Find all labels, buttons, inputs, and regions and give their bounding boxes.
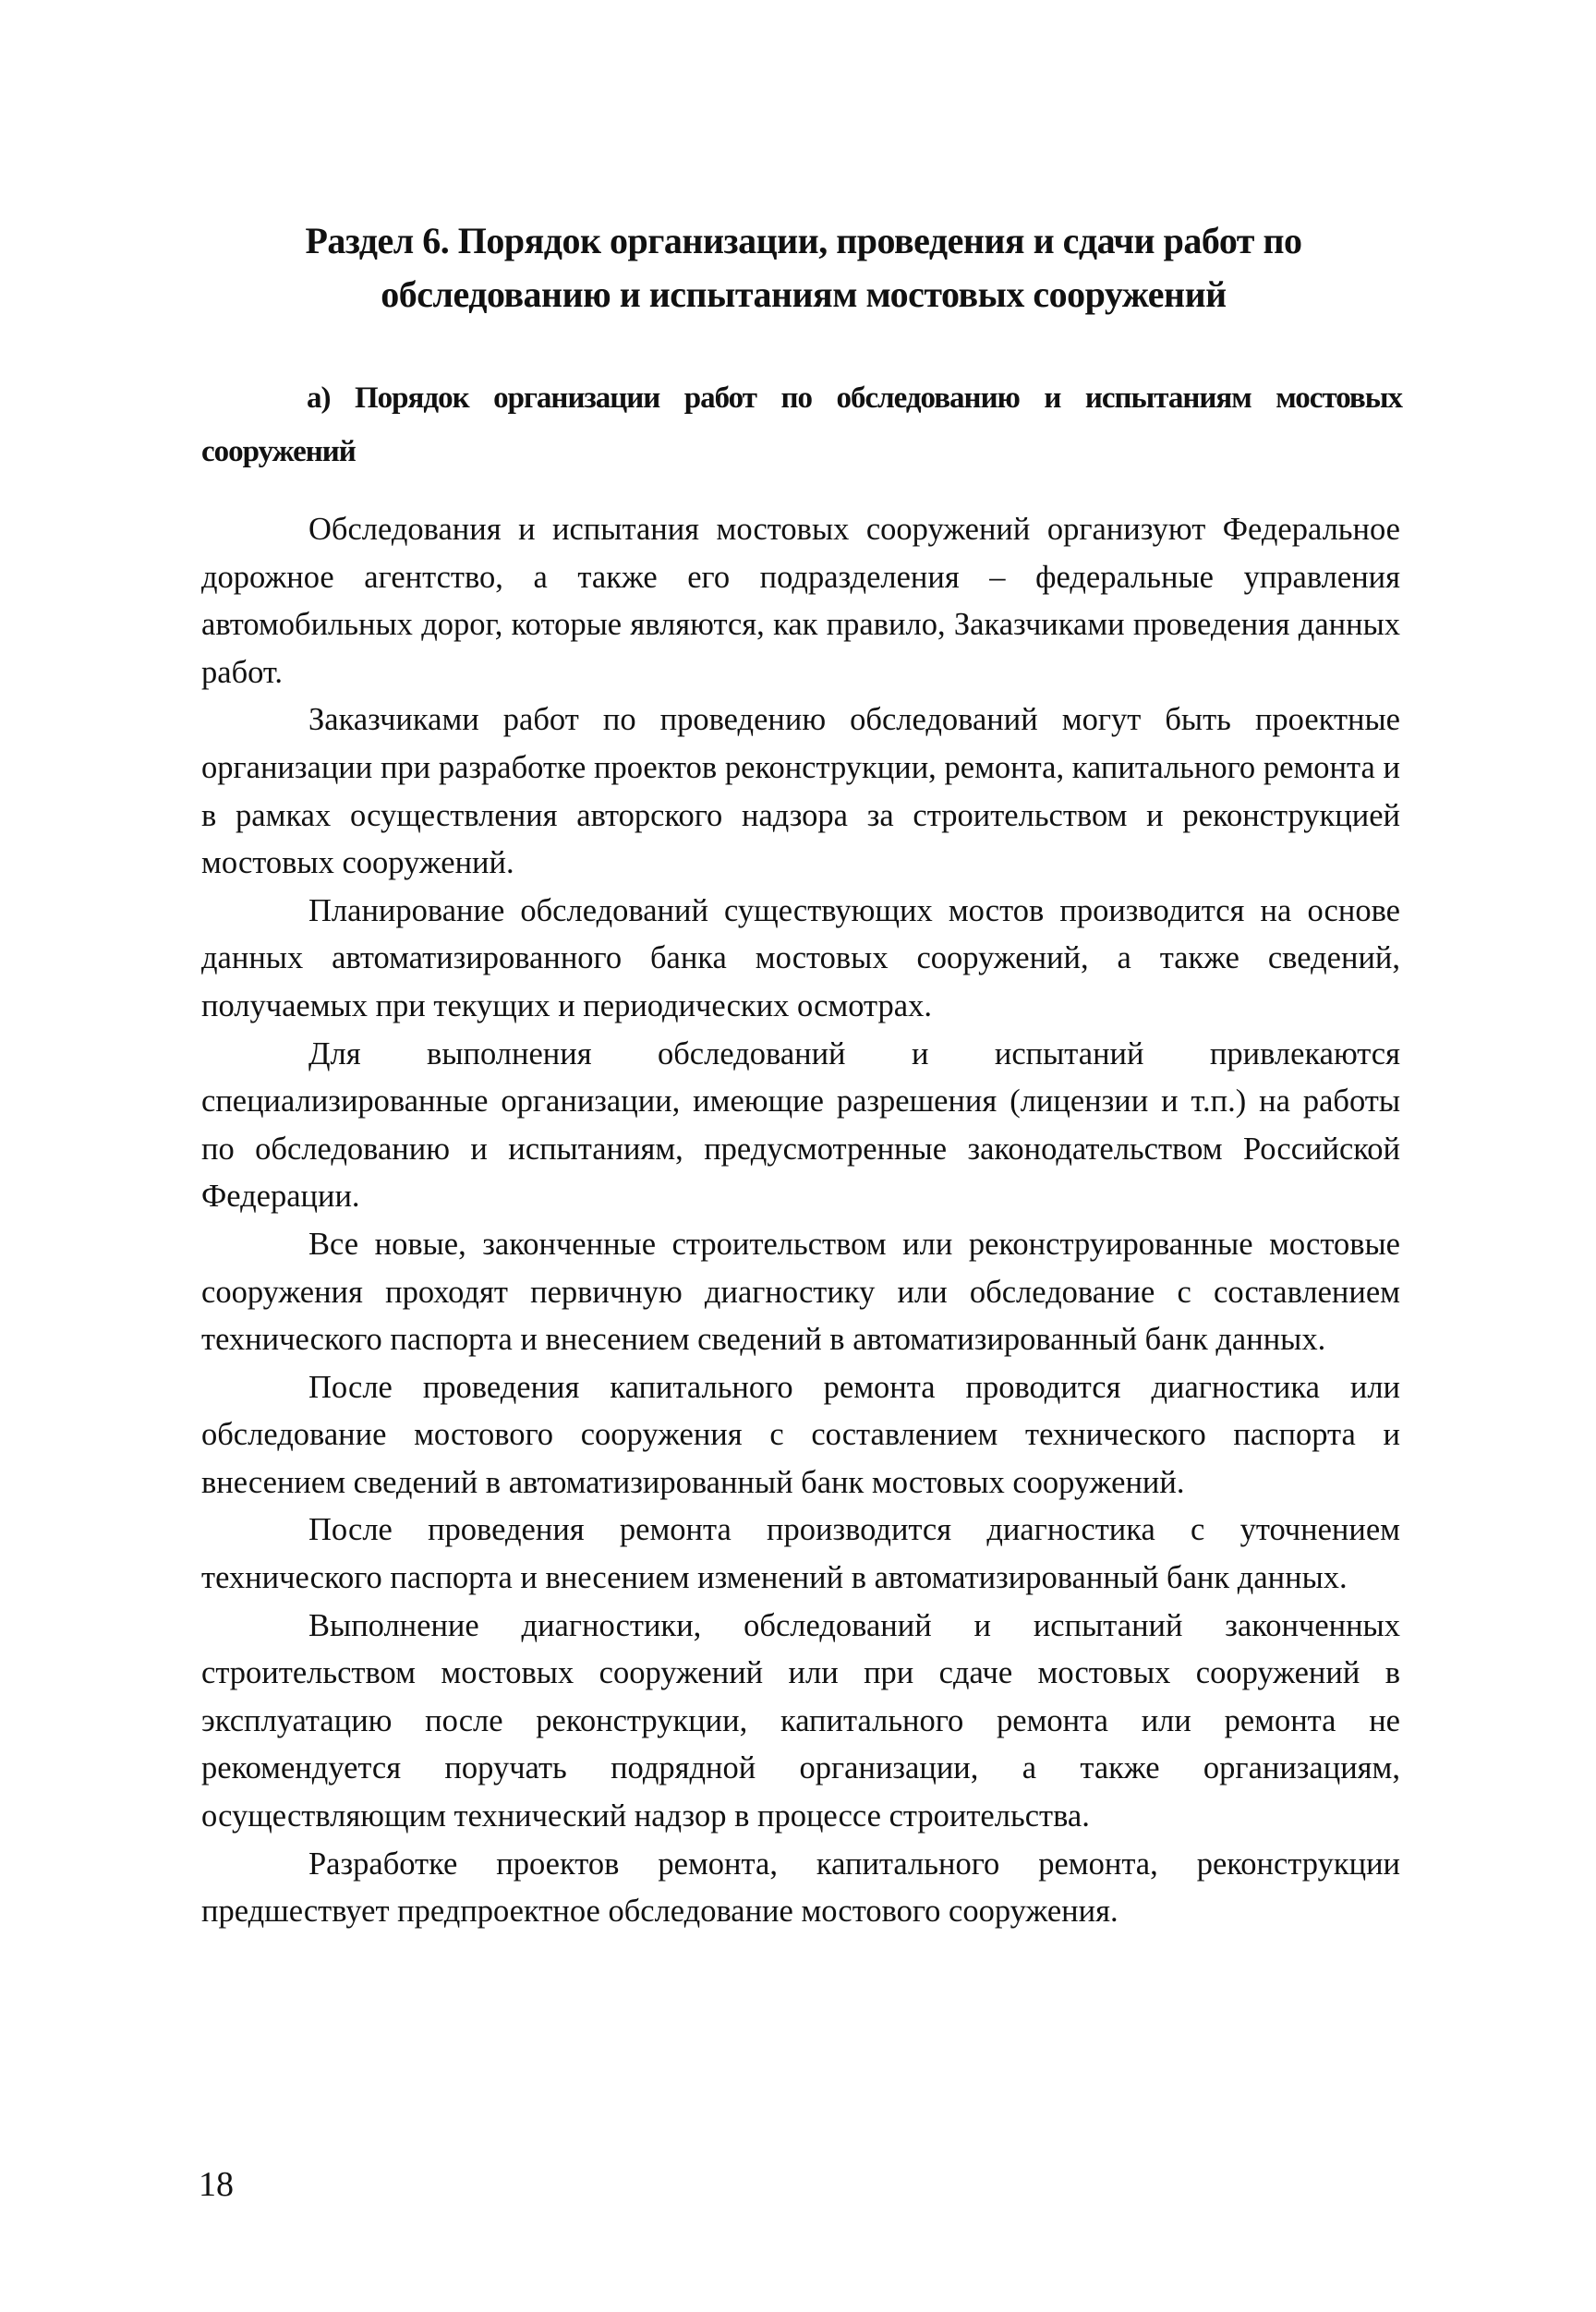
paragraph: Обследования и испытания мостовых сооружений организуют Федеральное дорожное агентство, а также его подразделения – федеральные управления автомобильных дорог, которые являются, как правило, Заказчиками проведения данных работ. bbox=[201, 512, 1400, 690]
paragraph: Заказчиками работ по проведению обследований могут быть проектные организации при разработке проектов реконструкции, ремонта, капитального ремонта и в рамках осуществления авторского надзора за строительством и реконструкцией мостовых сооружений. bbox=[201, 702, 1400, 881]
paragraph: Планирование обследований существующих мостов производится на основе данных автоматизированного банка мостовых сооружений, а также сведений, получаемых при текущих и периодических осмотрах. bbox=[201, 892, 1400, 1023]
paragraph: Выполнение диагностики, обследований и испытаний законченных строительством мостовых сооружений или при сдаче мостовых сооружений в эксплуатацию после реконструкции, капитального ремонта или ремонта не рекомендуется поручать подрядной организации, а также организациям, осуществляющим технический надзор в процессе строительства. bbox=[201, 1607, 1400, 1834]
paragraph: После проведения ремонта производится диагностика с уточнением технического паспорта и внесением изменений в автоматизированный банк данных. bbox=[201, 1512, 1400, 1596]
subsection-title: а) Порядок организации работ по обследованию и испытаниям мостовых сооружений bbox=[201, 381, 1402, 468]
paragraph: После проведения капитального ремонта проводится диагностика или обследование мостового сооружения с составлением технического паспорта и внесением сведений в автоматизированный банк мостовых сооружений. bbox=[201, 1369, 1400, 1500]
body-text bbox=[201, 506, 1400, 1936]
paragraph: Разработке проектов ремонта, капитального ремонта, реконструкции предшествует предпроектное обследование мостового сооружения. bbox=[201, 1846, 1400, 1930]
section-title: Раздел 6. Порядок организации, проведения и сдачи работ по обследованию и испытаниям мостовых сооружений bbox=[305, 220, 1302, 315]
paragraph: Все новые, законченные строительством или реконструированные мостовые сооружения проходят первичную диагностику или обследование с составлением технического паспорта и внесением сведений в автоматизированный банк данных. bbox=[201, 1226, 1400, 1358]
paragraph: Для выполнения обследований и испытаний привлекаются специализированные организации, имеющие разрешения (лицензии и т.п.) на работы по обследованию и испытаниям, предусмотренные законодательством Российской Федерации. bbox=[201, 1035, 1400, 1215]
page-number: 18 bbox=[199, 2165, 234, 2204]
